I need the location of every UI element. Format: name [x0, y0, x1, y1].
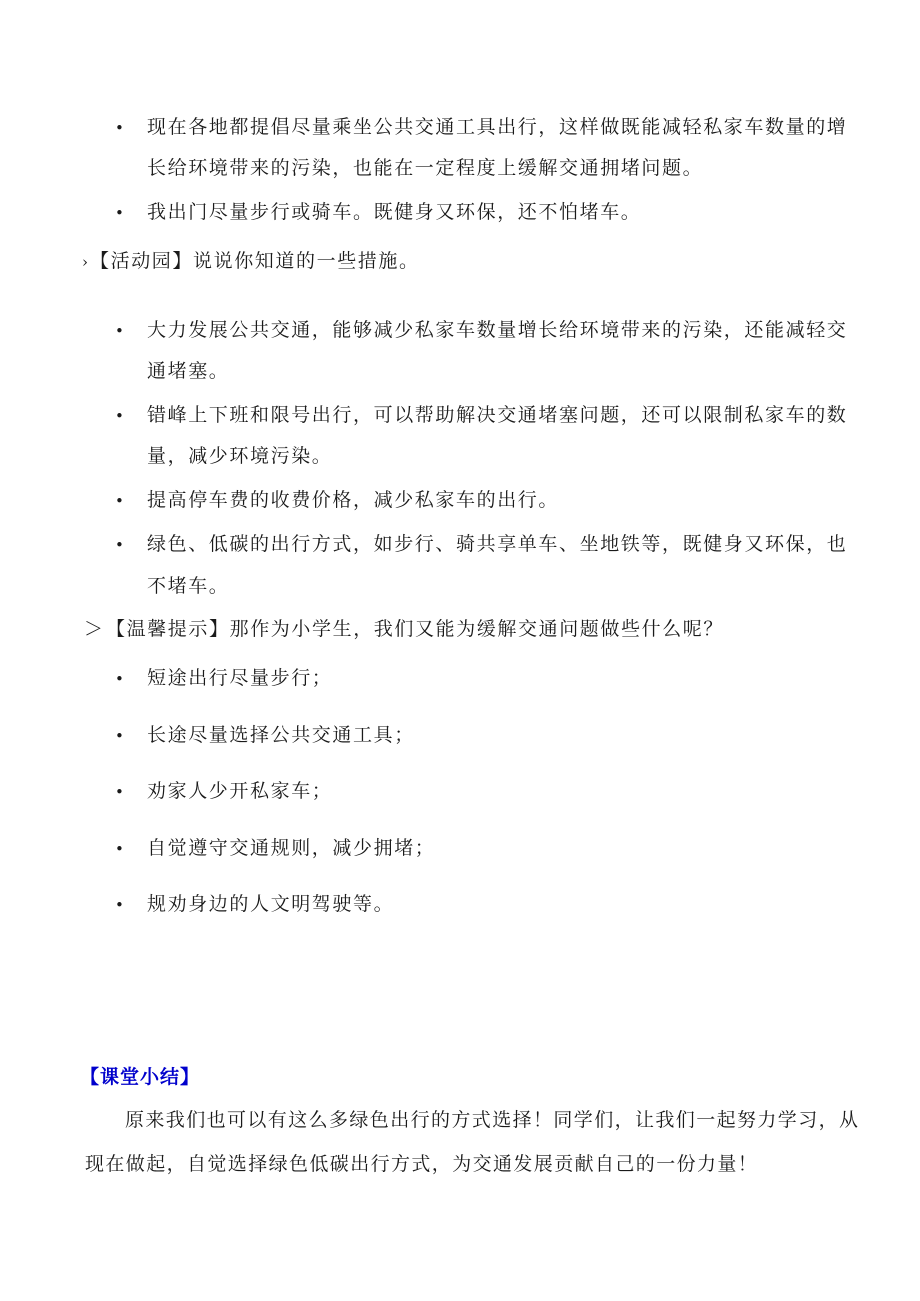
- bullet-icon: •: [115, 783, 124, 801]
- bullet-icon: •: [115, 840, 124, 858]
- arrow-marker-icon: ›: [82, 253, 88, 271]
- paragraph-line: 长给环境带来的污染，也能在一定程度上缓解交通拥堵问题。: [147, 157, 704, 179]
- paragraph-line: 量，减少环境污染。: [147, 445, 333, 467]
- bullet-icon: •: [115, 536, 124, 554]
- bullet-icon: •: [115, 670, 124, 688]
- bullet-icon: •: [115, 204, 124, 222]
- list-item: 规劝身边的人文明驾驶等。: [147, 893, 395, 915]
- bullet-icon: •: [115, 896, 124, 914]
- paragraph-line: 现在各地都提倡尽量乘坐公共交通工具出行，这样做既能减轻私家车数量的增: [147, 116, 848, 138]
- activity-heading: 【活动园】说说你知道的一些措施。: [90, 250, 420, 272]
- bullet-icon: •: [115, 119, 124, 137]
- bullet-icon: •: [115, 727, 124, 745]
- list-item: 劝家人少开私家车；: [147, 780, 333, 802]
- list-item: 长途尽量选择公共交通工具；: [147, 724, 415, 746]
- paragraph-line: 绿色、低碳的出行方式，如步行、骑共享单车、坐地铁等，既健身又环保，也: [147, 533, 848, 555]
- summary-line: 原来我们也可以有这么多绿色出行的方式选择！同学们，让我们一起努力学习，从: [125, 1109, 860, 1131]
- list-item: 短途出行尽量步行；: [147, 667, 333, 689]
- paragraph-line: 通堵塞。: [147, 360, 230, 382]
- arrow-marker-icon: ＞: [84, 618, 104, 640]
- paragraph-line: 错峰上下班和限号出行，可以帮助解决交通堵塞问题，还可以限制私家车的数: [147, 404, 848, 426]
- summary-heading: 【课堂小结】: [80, 1066, 201, 1088]
- summary-line: 现在做起，自觉选择绿色低碳出行方式，为交通发展贡献自己的一份力量！: [85, 1153, 759, 1175]
- paragraph-line: 我出门尽量步行或骑车。既健身又环保，还不怕堵车。: [147, 201, 642, 223]
- paragraph-line: 不堵车。: [147, 575, 230, 597]
- bullet-icon: •: [115, 492, 124, 510]
- bullet-icon: •: [115, 322, 124, 340]
- list-item: 自觉遵守交通规则，减少拥堵；: [147, 837, 436, 859]
- tip-heading: 【温馨提示】那作为小学生，我们又能为缓解交通问题做些什么呢？: [106, 618, 725, 640]
- paragraph-line: 提高停车费的收费价格，减少私家车的出行。: [147, 489, 560, 511]
- bullet-icon: •: [115, 407, 124, 425]
- paragraph-line: 大力发展公共交通，能够减少私家车数量增长给环境带来的污染，还能减轻交: [147, 319, 848, 341]
